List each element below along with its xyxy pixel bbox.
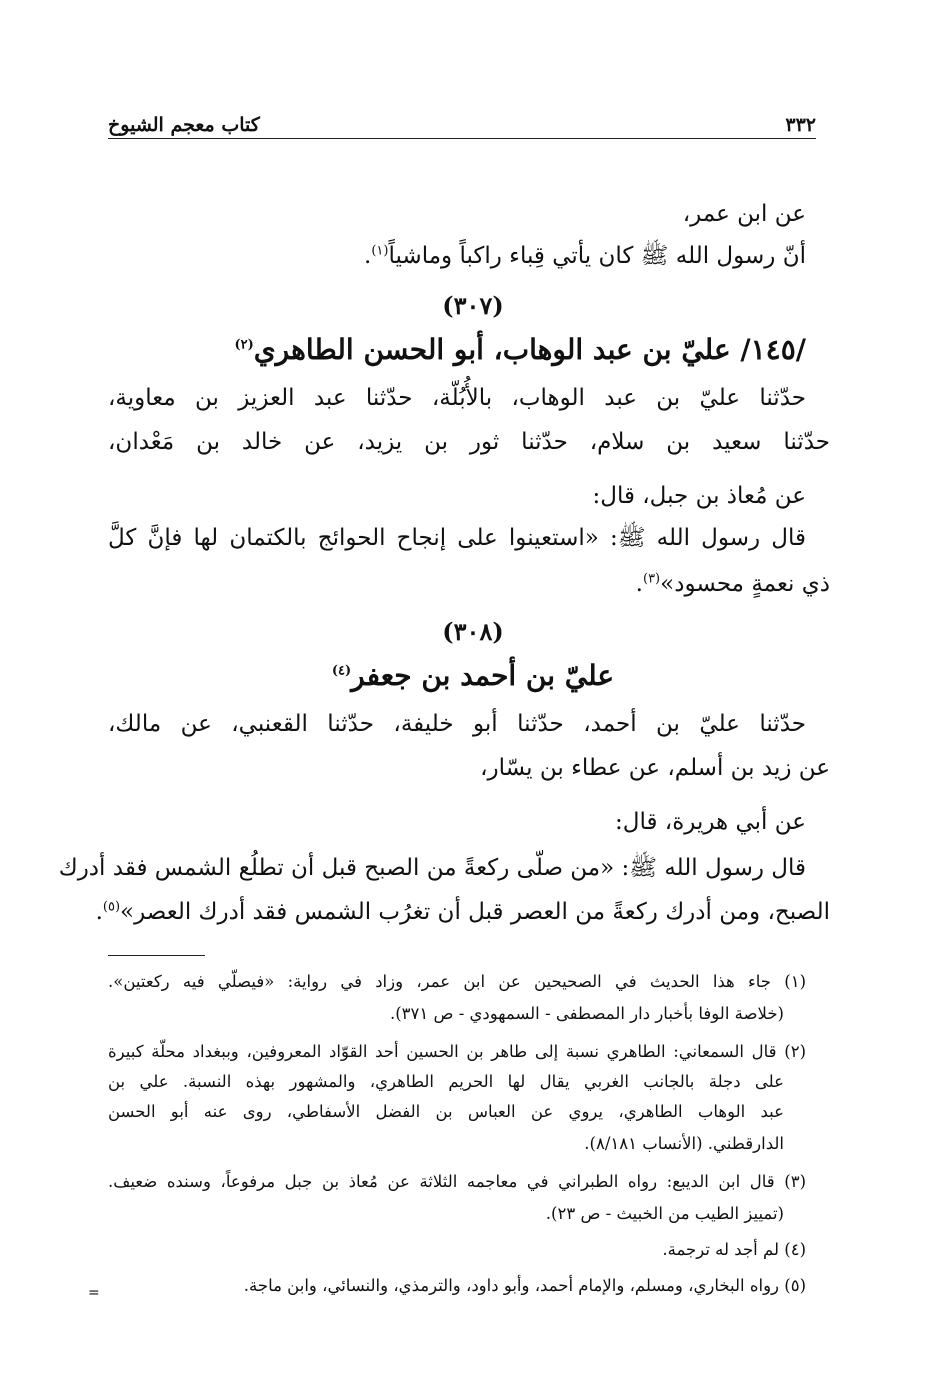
footnote-ref: (٣) [642, 571, 661, 587]
footnote-number: (٤) [784, 1240, 806, 1259]
text-line: قال رسول الله ﷺ: «من صلّى ركعةً من الصبح قبل أن تطلُع الشمس فقد أدرك [58, 855, 806, 881]
running-header [108, 100, 816, 136]
footnote-line: عبد الوهاب الطاهري، يروي عن العباس بن الفضل الأسفاطي، روى عنه أبو الحسن [108, 1102, 784, 1121]
footnote-line [108, 1272, 806, 1299]
text-line: حدّثنا عليّ بن عبد الوهاب، بالأُبُلّة، حدّثنا عبد العزيز بن معاوية، [108, 385, 806, 411]
footnote-line: الدارقطني. (الأنساب ٨/١٨١). [584, 1134, 784, 1153]
footnote-line: على دجلة بالجانب الغربي يقال لها الحريم الطاهري، والمشهور بهذه النسبة. علي بن [108, 1072, 784, 1091]
footnote-line: (خلاصة الوفا بأخبار دار المصطفى - السمهودي - ص ٣٧١). [389, 1004, 784, 1023]
footnote-ref: (٤) [331, 663, 352, 679]
book-title: كتاب معجم الشيوخ [108, 114, 260, 136]
footnote-line [108, 1236, 806, 1263]
footnote-line [108, 1168, 806, 1195]
margin-mark: = [88, 1285, 100, 1301]
footnote-text: رواه البخاري، ومسلم، والإمام أحمد، وأبو داود، والترمذي، والنسائي، وابن ماجة. [243, 1276, 779, 1295]
entry-number: (٣٠٨) [442, 617, 504, 646]
footnote-number: (٣) [784, 1172, 806, 1191]
text-span: عن ابن عمر، [682, 201, 806, 227]
footnote-number: (٢) [784, 1042, 806, 1061]
footnote-ref: (١) [371, 243, 389, 259]
footnote-text: قال السمعاني: الطاهري نسبة إلى طاهر بن الحسين أحد القوّاد المعروفين، وببغداد محلّة كبيرة [108, 1042, 777, 1061]
footnote-text: قال ابن الديبع: رواه الطبراني في معاجمه الثلاثة عن مُعاذ بن جبل مرفوعاً، وسنده ضعيف. [108, 1172, 775, 1191]
entry-number: (٣٠٧) [442, 291, 504, 320]
text-line [95, 896, 830, 928]
footnote-number: (١) [784, 972, 806, 991]
footnote-ref: (٥) [102, 899, 121, 915]
entry-title-text: عليّ بن أحمد بن جعفر [351, 659, 615, 692]
text-line: قال رسول الله ﷺ: «استعينوا على إنجاح الحوائج بالكتمان لها فإنَّ كلَّ [108, 525, 806, 551]
text-line: عن أبي هريرة، قال: [615, 809, 806, 835]
footnote-rule [108, 955, 205, 956]
footnote-line: (تمييز الطيب من الخبيث - ص ٢٣). [545, 1204, 784, 1223]
footnote-number: (٥) [784, 1276, 806, 1295]
footnote-line [108, 968, 806, 995]
text-span: . [364, 243, 372, 269]
footnote-line [108, 1038, 806, 1065]
text-line: حدّثنا سعيد بن سلام، حدّثنا ثور بن يزيد، عن خالد بن مَعْدان، [108, 429, 830, 455]
text-line [108, 568, 830, 600]
text-line [108, 240, 806, 272]
entry-title-text: /١٤٥/ عليّ بن عبد الوهاب، أبو الحسن الطاهري [253, 333, 806, 366]
text-span: . [635, 571, 643, 597]
footnote-text: جاء هذا الحديث في الصحيحين عن ابن عمر، وزاد في رواية: «فيصلّي فيه ركعتين». [108, 972, 771, 991]
text-line: حدّثنا عليّ بن أحمد، حدّثنا أبو خليفة، حدّثنا القعنبي، عن مالك، [108, 711, 806, 737]
text-span: الصبح، ومن أدرك ركعةً من العصر قبل أن تغرُب الشمس فقد أدرك العصر» [120, 899, 830, 925]
text-line: عن زيد بن أسلم، عن عطاء بن يسّار، [480, 755, 830, 781]
text-span: . [95, 899, 103, 925]
footnote-ref: (٢) [234, 337, 254, 353]
text-span: ذي نعمةٍ محسود» [660, 571, 830, 597]
entry-title [108, 660, 838, 692]
page-number: ٣٣٢ [785, 114, 816, 136]
entry-title [108, 334, 806, 366]
header-rule [108, 138, 816, 139]
text-span: أنّ رسول الله ﷺ كان يأتي قِباء راكباً وماشياً [388, 243, 806, 269]
text-line: عن مُعاذ بن جبل، قال: [592, 483, 806, 509]
text-line [108, 198, 806, 230]
footnote-text: لم أجد له ترجمة. [662, 1240, 779, 1259]
